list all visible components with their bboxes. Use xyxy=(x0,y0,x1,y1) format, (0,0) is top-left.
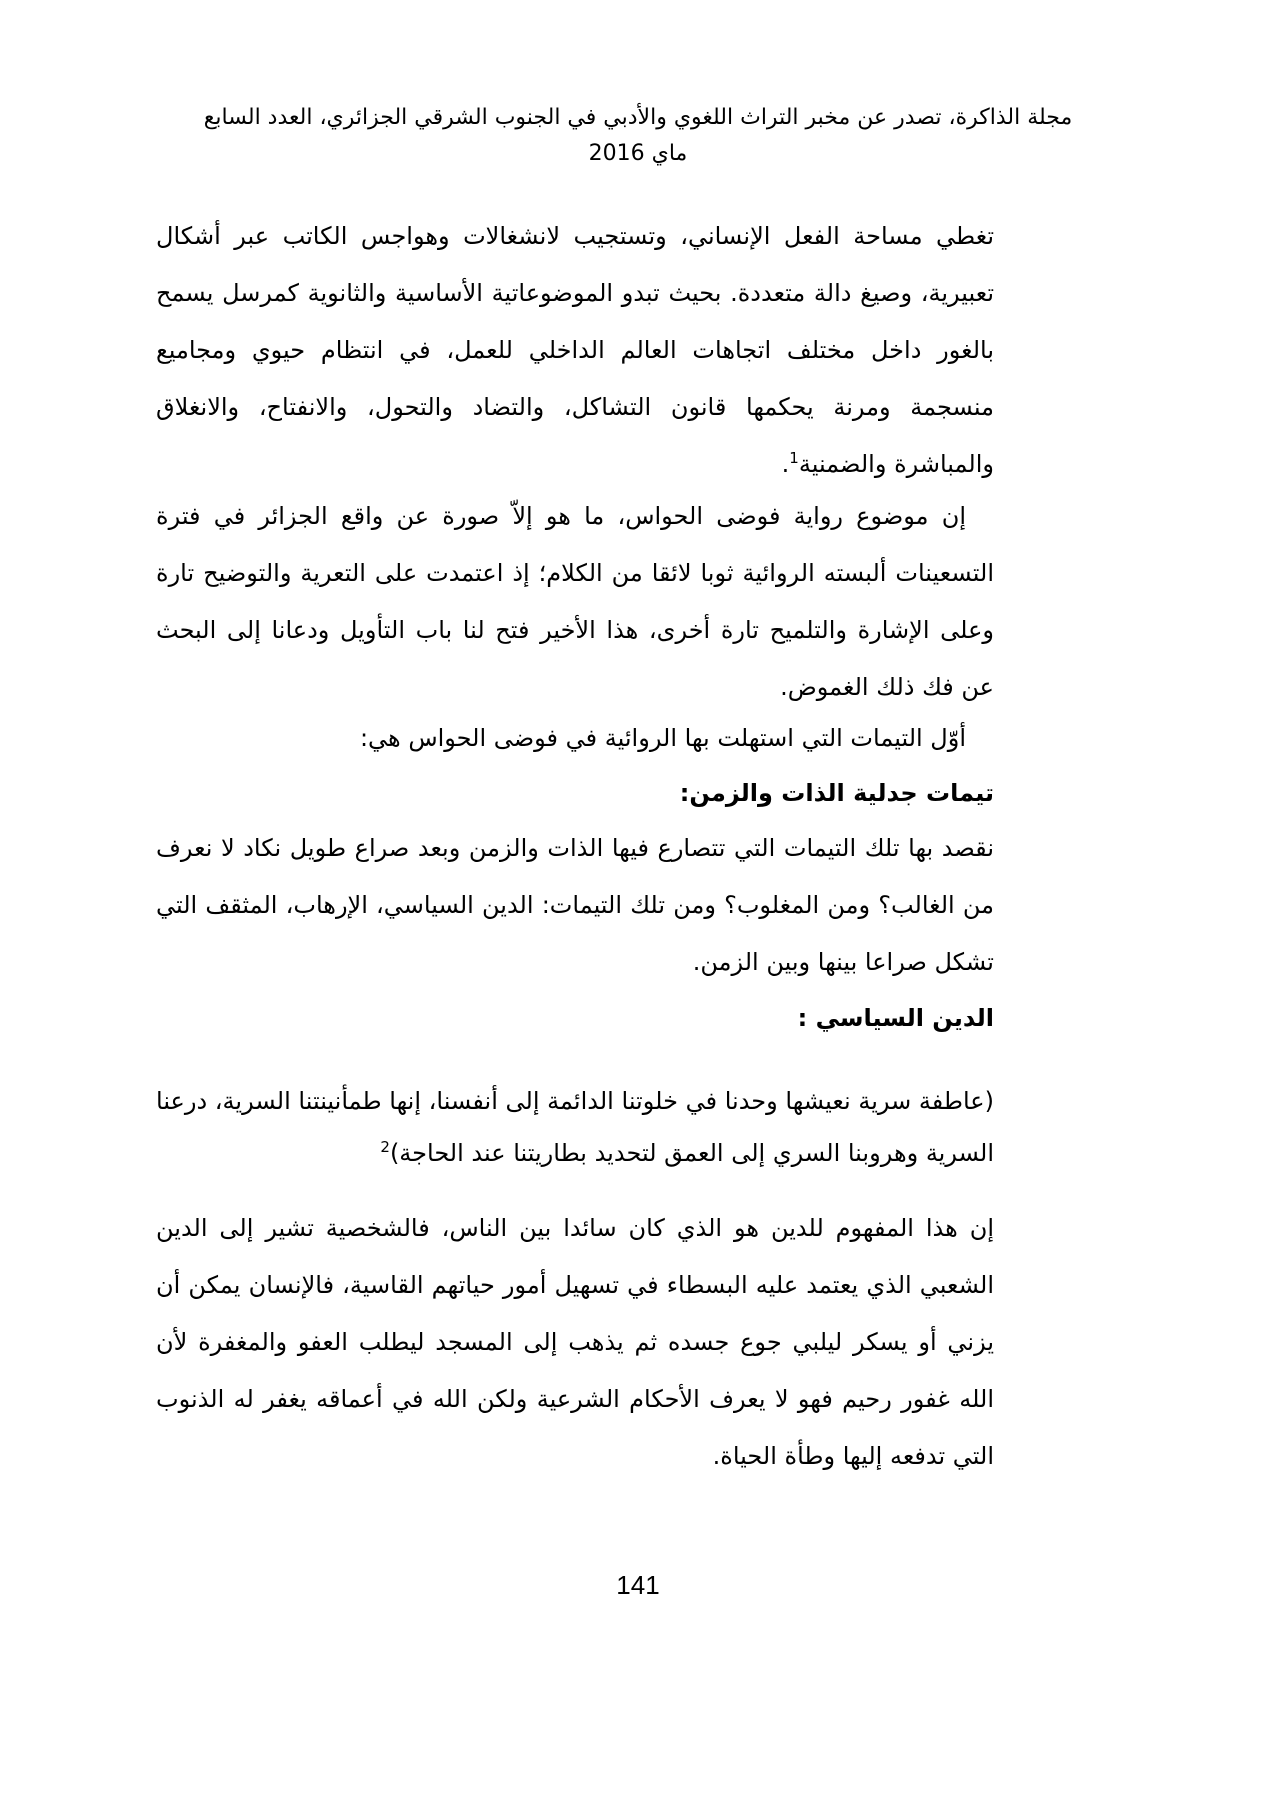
quotation xyxy=(156,1075,994,1179)
footnote-ref-1: 1 xyxy=(789,449,799,467)
section-heading-political-religion: الدين السياسي : xyxy=(797,1004,994,1032)
quotation-text: (عاطفة سرية نعيشها وحدنا في خلوتنا الدائمة إلى أنفسنا، إنها طمأنينتنا السرية، درعنا السرية وهروبنا السري إلى العمق لتحديد بطاريتنا عند الحاجة) xyxy=(156,1087,994,1167)
section-heading-self-time: تيمات جدلية الذات والزمن: xyxy=(679,779,994,807)
journal-header xyxy=(120,100,1156,172)
footnote-ref-2: 2 xyxy=(380,1138,390,1156)
paragraph-3: أوّل التيمات التي استهلت بها الروائية في فوضى الحواس هي: xyxy=(359,724,966,752)
paragraph-5: إن هذا المفهوم للدين هو الذي كان سائدا بين الناس، فالشخصية تشير إلى الدين الشعبي الذي يعتمد عليه البسطاء في تسهيل أمور حياتهم القاسية، فالإنسان يمكن أن يزني أو يسكر ليلبي جوع جسده ثم يذهب إلى المسجد ليطلب العفو والمغفرة لأن الله غفور رحيم فهو لا يعرف الأحكام الشرعية ولكن الله في أعماقه يغفر له الذنوب التي تدفعه إليها وطأة الحياة. xyxy=(156,1214,994,1470)
paragraph-4: نقصد بها تلك التيمات التي تتصارع فيها الذات والزمن وبعد صراع طويل نكاد لا نعرف من الغالب؟ ومن المغلوب؟ ومن تلك التيمات: الدين السياسي، الإرهاب، المثقف التي تشكل صراعا بينها وبين الزمن. xyxy=(156,834,994,976)
paragraph-2: إن موضوع رواية فوضى الحواس، ما هو إلاّ صورة عن واقع الجزائر في فترة التسعينات ألبسته الروائية ثوبا لائقا من الكلام؛ إذ اعتمدت على التعرية والتوضيح تارة وعلى الإشارة والتلميح تارة أخرى، هذا الأخير فتح لنا باب التأويل ودعانا إلى البحث عن فك ذلك الغموض. xyxy=(156,502,994,701)
paragraph-1-period: . xyxy=(781,450,790,478)
page-number: 141 xyxy=(616,1570,660,1600)
journal-header-title: مجلة الذاكرة، تصدر عن مخبر التراث اللغوي والأدبي في الجنوب الشرقي الجزائري، العدد السابع xyxy=(203,105,1073,130)
paragraph-1 xyxy=(156,208,994,493)
paragraph-1-text: تغطي مساحة الفعل الإنساني، وتستجيب لانشغالات وهواجس الكاتب عبر أشكال تعبيرية، وصيغ دالة متعددة. بحيث تبدو الموضوعاتية الأساسية والثانوية كمرسل يسمح بالغور داخل مختلف اتجاهات العالم الداخلي للعمل، في انتظام حيوي ومجاميع منسجمة ومرنة يحكمها قانون التشاكل، والتضاد والتحول، والانفتاح، والانغلاق والمباشرة والضمنية xyxy=(156,222,994,478)
journal-header-date: ماي 2016 xyxy=(588,141,688,166)
